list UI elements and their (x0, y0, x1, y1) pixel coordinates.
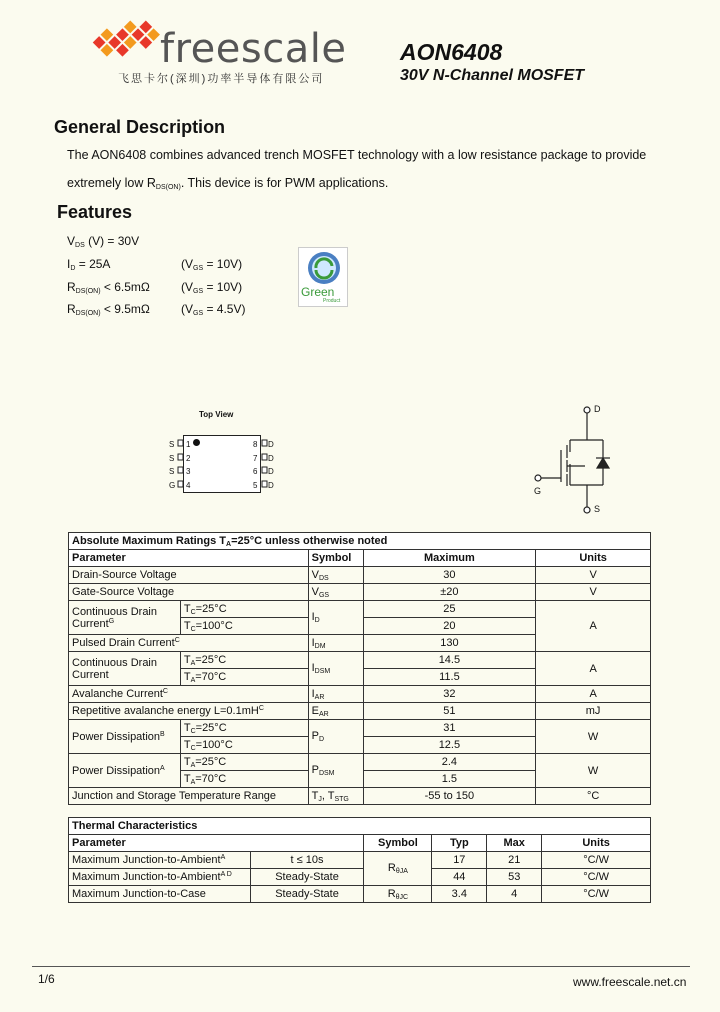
part-description: 30V N-Channel MOSFET (400, 67, 585, 84)
pin-num-left-3: 3 (186, 467, 191, 476)
thermal-col-units: Units (542, 835, 651, 852)
pin-num-right-7: 7 (253, 454, 258, 463)
feature-id-cond: $(V_{GS} = 10V)$ (181, 257, 243, 272)
pin-num-right-5: 5 (253, 481, 258, 490)
pin-num-left-1: 1 (186, 440, 191, 449)
pin-label-left-3: S (169, 467, 175, 476)
feature-rds1-cond: $(V_{GS} = 10V)$ (181, 280, 243, 295)
package-title: Top View (199, 410, 234, 419)
table-row: Gate-Source Voltage $V_{GS}$ ±20 V (69, 584, 651, 601)
feature-rds2: $R_{DS(ON)} < 9.5m\Omega$ (67, 302, 150, 317)
pin-label-left-1: S (169, 440, 175, 449)
table-row: Drain-Source Voltage $V_{DS}$ 30 V (69, 567, 651, 584)
pin-label-right-8: D (268, 440, 274, 449)
green-product-badge (298, 247, 348, 307)
table-row: Repetitive avalanche energy $L=0.1mH^C$ $E_{AR}$ 51 mJ (69, 703, 651, 720)
thermal-table (68, 817, 651, 903)
table-row: $T_A=70^\circ C$ 1.5 (69, 771, 651, 788)
pin-stubs (176, 435, 270, 493)
pin-num-left-4: 4 (186, 481, 191, 490)
abs-col-maximum: Maximum (363, 550, 536, 567)
general-line2: extremely low $R_{DS(ON)}$. This device is for PWM applications. (67, 176, 389, 191)
recycle-icon (299, 248, 349, 288)
abs-col-symbol: Symbol (308, 550, 363, 567)
abs-col-parameter: Parameter (69, 550, 309, 567)
footer-url[interactable]: www.freescale.net.cn (573, 975, 687, 989)
thermal-col-parameter: Parameter (69, 835, 364, 852)
table-row: Maximum Junction-to-Case Steady-State $R_{\theta JC}$ 3.4 4 °C/W (69, 886, 651, 903)
thermal-col-max: Max (487, 835, 542, 852)
pin-label-right-5: D (268, 481, 274, 490)
pin-label-right-7: D (268, 454, 274, 463)
table-row: Power Dissipation$^A$ $T_A=25^\circ C$ $P_{DSM}$ 2.4 W (69, 754, 651, 771)
thermal-table-title: Thermal Characteristics (69, 818, 651, 835)
pin-label-right-6: D (268, 467, 274, 476)
footer-divider (32, 966, 690, 967)
abs-table-title: Absolute Maximum Ratings $T_A=25^\circ C$ unless otherwise noted (69, 533, 651, 550)
abs-max-table (68, 532, 651, 805)
pin-num-right-8: 8 (253, 440, 258, 449)
table-row: Pulsed Drain Current$^C$ $I_{DM}$ 130 (69, 635, 651, 652)
pin-num-right-6: 6 (253, 467, 258, 476)
brand-name: freescale (160, 26, 347, 72)
pin-label-left-4: G (169, 481, 176, 490)
abs-col-units: Units (536, 550, 651, 567)
general-line1: The AON6408 combines advanced trench MOSFET technology with a low resistance package to provide (67, 148, 647, 162)
table-row: Power Dissipation$^B$ $T_C=25^\circ C$ $P_D$ 31 W (69, 720, 651, 737)
sym-gate-label: G (534, 486, 542, 496)
table-row: $T_C=100^\circ C$ 12.5 (69, 737, 651, 754)
table-row: Continuous Drain Current$^G$ $T_C=25^\circ C$ $I_D$ 25 A (69, 601, 651, 618)
table-row: Maximum Junction-to-Ambient$^{A D}$ Steady-State 44 53 °C/W (69, 869, 651, 886)
green-label: Green (301, 285, 335, 299)
thermal-col-typ: Typ (432, 835, 487, 852)
green-sublabel: Product (323, 298, 341, 304)
table-row: $T_C=100^\circ C$ 20 (69, 618, 651, 635)
thermal-col-symbol: Symbol (364, 835, 432, 852)
brand-subtitle: 飞思卡尔(深圳)功率半导体有限公司 (118, 73, 325, 85)
feature-id: $I_D = 25A$ (67, 257, 111, 272)
table-row: Junction and Storage Temperature Range $T_J$, $T_{STG}$ -55 to 150 °C (69, 788, 651, 805)
pin-label-left-2: S (169, 454, 175, 463)
table-row: Avalanche Current$^C$ $I_{AR}$ 32 A (69, 686, 651, 703)
feature-rds2-cond: $(V_{GS} = 4.5V)$ (181, 302, 246, 317)
part-number: AON6408 (400, 39, 503, 65)
sym-drain-label: D (594, 404, 601, 414)
table-row: $T_A=70^\circ C$ 11.5 (69, 669, 651, 686)
mosfet-symbol (530, 400, 610, 518)
feature-rds1: $R_{DS(ON)} < 6.5m\Omega$ (67, 280, 150, 295)
table-row: Maximum Junction-to-Ambient$^A$ t ≤ 10s $R_{\theta JA}$ 17 21 °C/W (69, 852, 651, 869)
sym-source-label: S (594, 504, 601, 514)
pin-num-left-2: 2 (186, 454, 191, 463)
features-heading: Features (57, 202, 133, 222)
table-row: Continuous Drain Current $T_A=25^\circ C$ $I_{DSM}$ 14.5 A (69, 652, 651, 669)
page-number: 1/6 (38, 972, 55, 986)
general-heading: General Description (54, 117, 226, 137)
feature-vds: $V_{DS}$ (V) = 30V (67, 234, 140, 249)
